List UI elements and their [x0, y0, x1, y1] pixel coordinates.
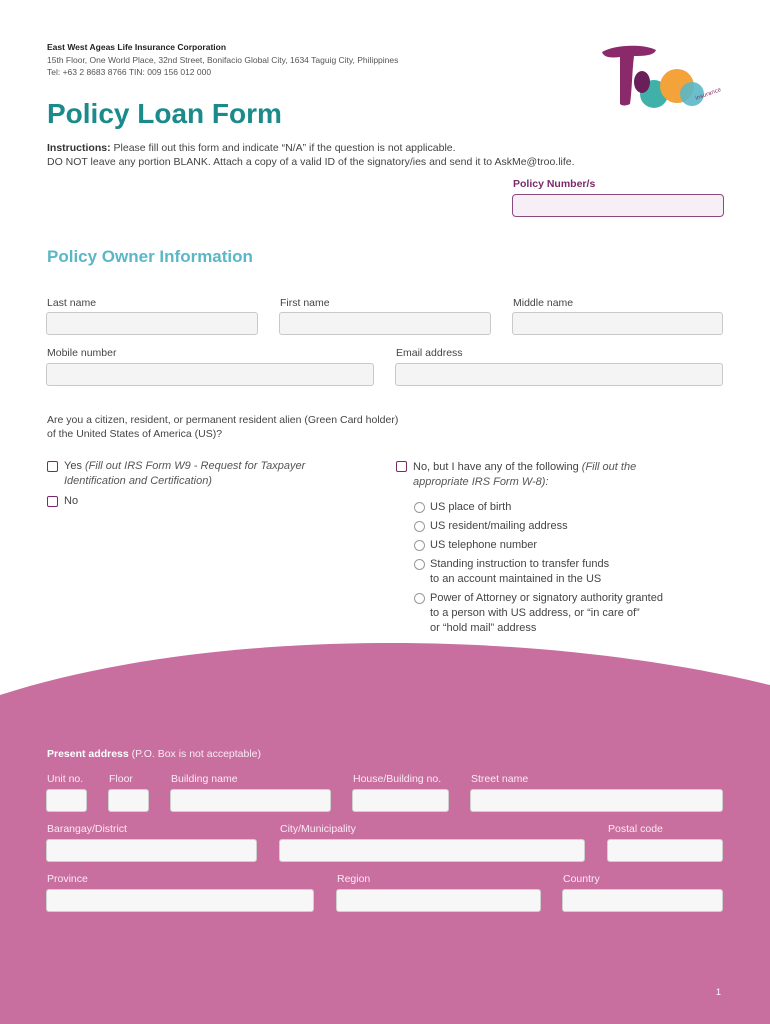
us-question-line1: Are you a citizen, resident, or permanent resident alien (Green Card holder): [47, 414, 399, 426]
building-label: Building name: [171, 773, 238, 785]
indicator-us-birth: US place of birth: [430, 501, 512, 513]
unit-field[interactable]: [46, 789, 87, 812]
last-name-label: Last name: [47, 297, 97, 309]
indicator-standing-instruction-1: Standing instruction to transfer funds: [430, 558, 610, 570]
last-name-field[interactable]: [46, 312, 258, 335]
city-field[interactable]: [279, 839, 585, 862]
company-address: 15th Floor, One World Place, 32nd Street, Bonifacio Global City, 1634 Taguig City, Philippines: [47, 55, 399, 65]
no-option-text: No: [64, 495, 79, 507]
radio-standing-instruction[interactable]: [414, 559, 425, 570]
barangay-label: Barangay/District: [47, 823, 127, 835]
indicator-us-phone: US telephone number: [430, 539, 538, 551]
mobile-label: Mobile number: [47, 347, 117, 359]
policy-number-field[interactable]: [512, 194, 724, 217]
instructions-line2: DO NOT leave any portion BLANK. Attach a copy of a valid ID of the signatory/ies and send it to AskMe@troo.life.: [47, 156, 575, 168]
no-but-checkbox[interactable]: [396, 461, 407, 472]
street-field[interactable]: [470, 789, 723, 812]
no-checkbox[interactable]: [47, 496, 58, 507]
street-label: Street name: [471, 773, 529, 785]
middle-name-field[interactable]: [512, 312, 723, 335]
page-title: Policy Loan Form: [47, 98, 282, 129]
instructions-label: Instructions:: [47, 142, 111, 154]
postal-label: Postal code: [608, 823, 663, 835]
indicator-standing-instruction-2: to an account maintained in the US: [430, 573, 602, 585]
barangay-field[interactable]: [46, 839, 257, 862]
house-field[interactable]: [352, 789, 449, 812]
radio-us-address[interactable]: [414, 521, 425, 532]
present-address-heading: Present address (P.O. Box is not acceptable): [47, 748, 262, 760]
policy-number-label: Policy Number/s: [513, 178, 596, 190]
country-field[interactable]: [562, 889, 723, 912]
radio-us-phone[interactable]: [414, 540, 425, 551]
postal-field[interactable]: [607, 839, 723, 862]
house-label: House/Building no.: [353, 773, 442, 785]
no-but-option-text: No, but I have any of the following (Fill out the: [413, 461, 637, 473]
yes-option-note: Identification and Certification): [64, 475, 212, 487]
indicator-poa-3: or “hold mail” address: [430, 622, 537, 634]
floor-field[interactable]: [108, 789, 149, 812]
unit-label: Unit no.: [47, 773, 84, 785]
city-label: City/Municipality: [280, 823, 356, 835]
svg-text:TROO: TROO: [596, 42, 599, 43]
country-label: Country: [563, 873, 600, 885]
instructions-text: Please fill out this form and indicate “N/A” if the question is not applicable.: [113, 142, 456, 154]
troo-logo: [596, 42, 726, 110]
indicator-poa-1: Power of Attorney or signatory authority granted: [430, 592, 663, 604]
yes-option-text: Yes (Fill out IRS Form W9 - Request for Taxpayer: [64, 460, 306, 472]
province-field[interactable]: [46, 889, 314, 912]
page-number: 1: [716, 987, 722, 997]
us-question-line2: of the United States of America (US)?: [47, 428, 223, 440]
radio-us-birth[interactable]: [414, 502, 425, 513]
company-contact: Tel: +63 2 8683 8766 TIN: 009 156 012 000: [47, 67, 212, 77]
no-but-option-note: appropriate IRS Form W-8):: [413, 476, 549, 488]
email-label: Email address: [396, 347, 463, 359]
mobile-field[interactable]: [46, 363, 374, 386]
region-field[interactable]: [336, 889, 541, 912]
email-field[interactable]: [395, 363, 723, 386]
floor-label: Floor: [109, 773, 133, 785]
first-name-label: First name: [280, 297, 330, 309]
yes-checkbox[interactable]: [47, 461, 58, 472]
svg-text:insurance: insurance: [694, 87, 722, 102]
building-field[interactable]: [170, 789, 331, 812]
province-label: Province: [47, 873, 88, 885]
indicator-poa-2: to a person with US address, or “in care of”: [430, 607, 640, 619]
instructions-line1: [47, 142, 456, 154]
section-policy-owner: Policy Owner Information: [47, 247, 253, 266]
company-name: East West Ageas Life Insurance Corporation: [47, 42, 227, 52]
region-label: Region: [337, 873, 371, 885]
radio-power-of-attorney[interactable]: [414, 593, 425, 604]
first-name-field[interactable]: [279, 312, 491, 335]
middle-name-label: Middle name: [513, 297, 574, 309]
indicator-us-address: US resident/mailing address: [430, 520, 568, 532]
